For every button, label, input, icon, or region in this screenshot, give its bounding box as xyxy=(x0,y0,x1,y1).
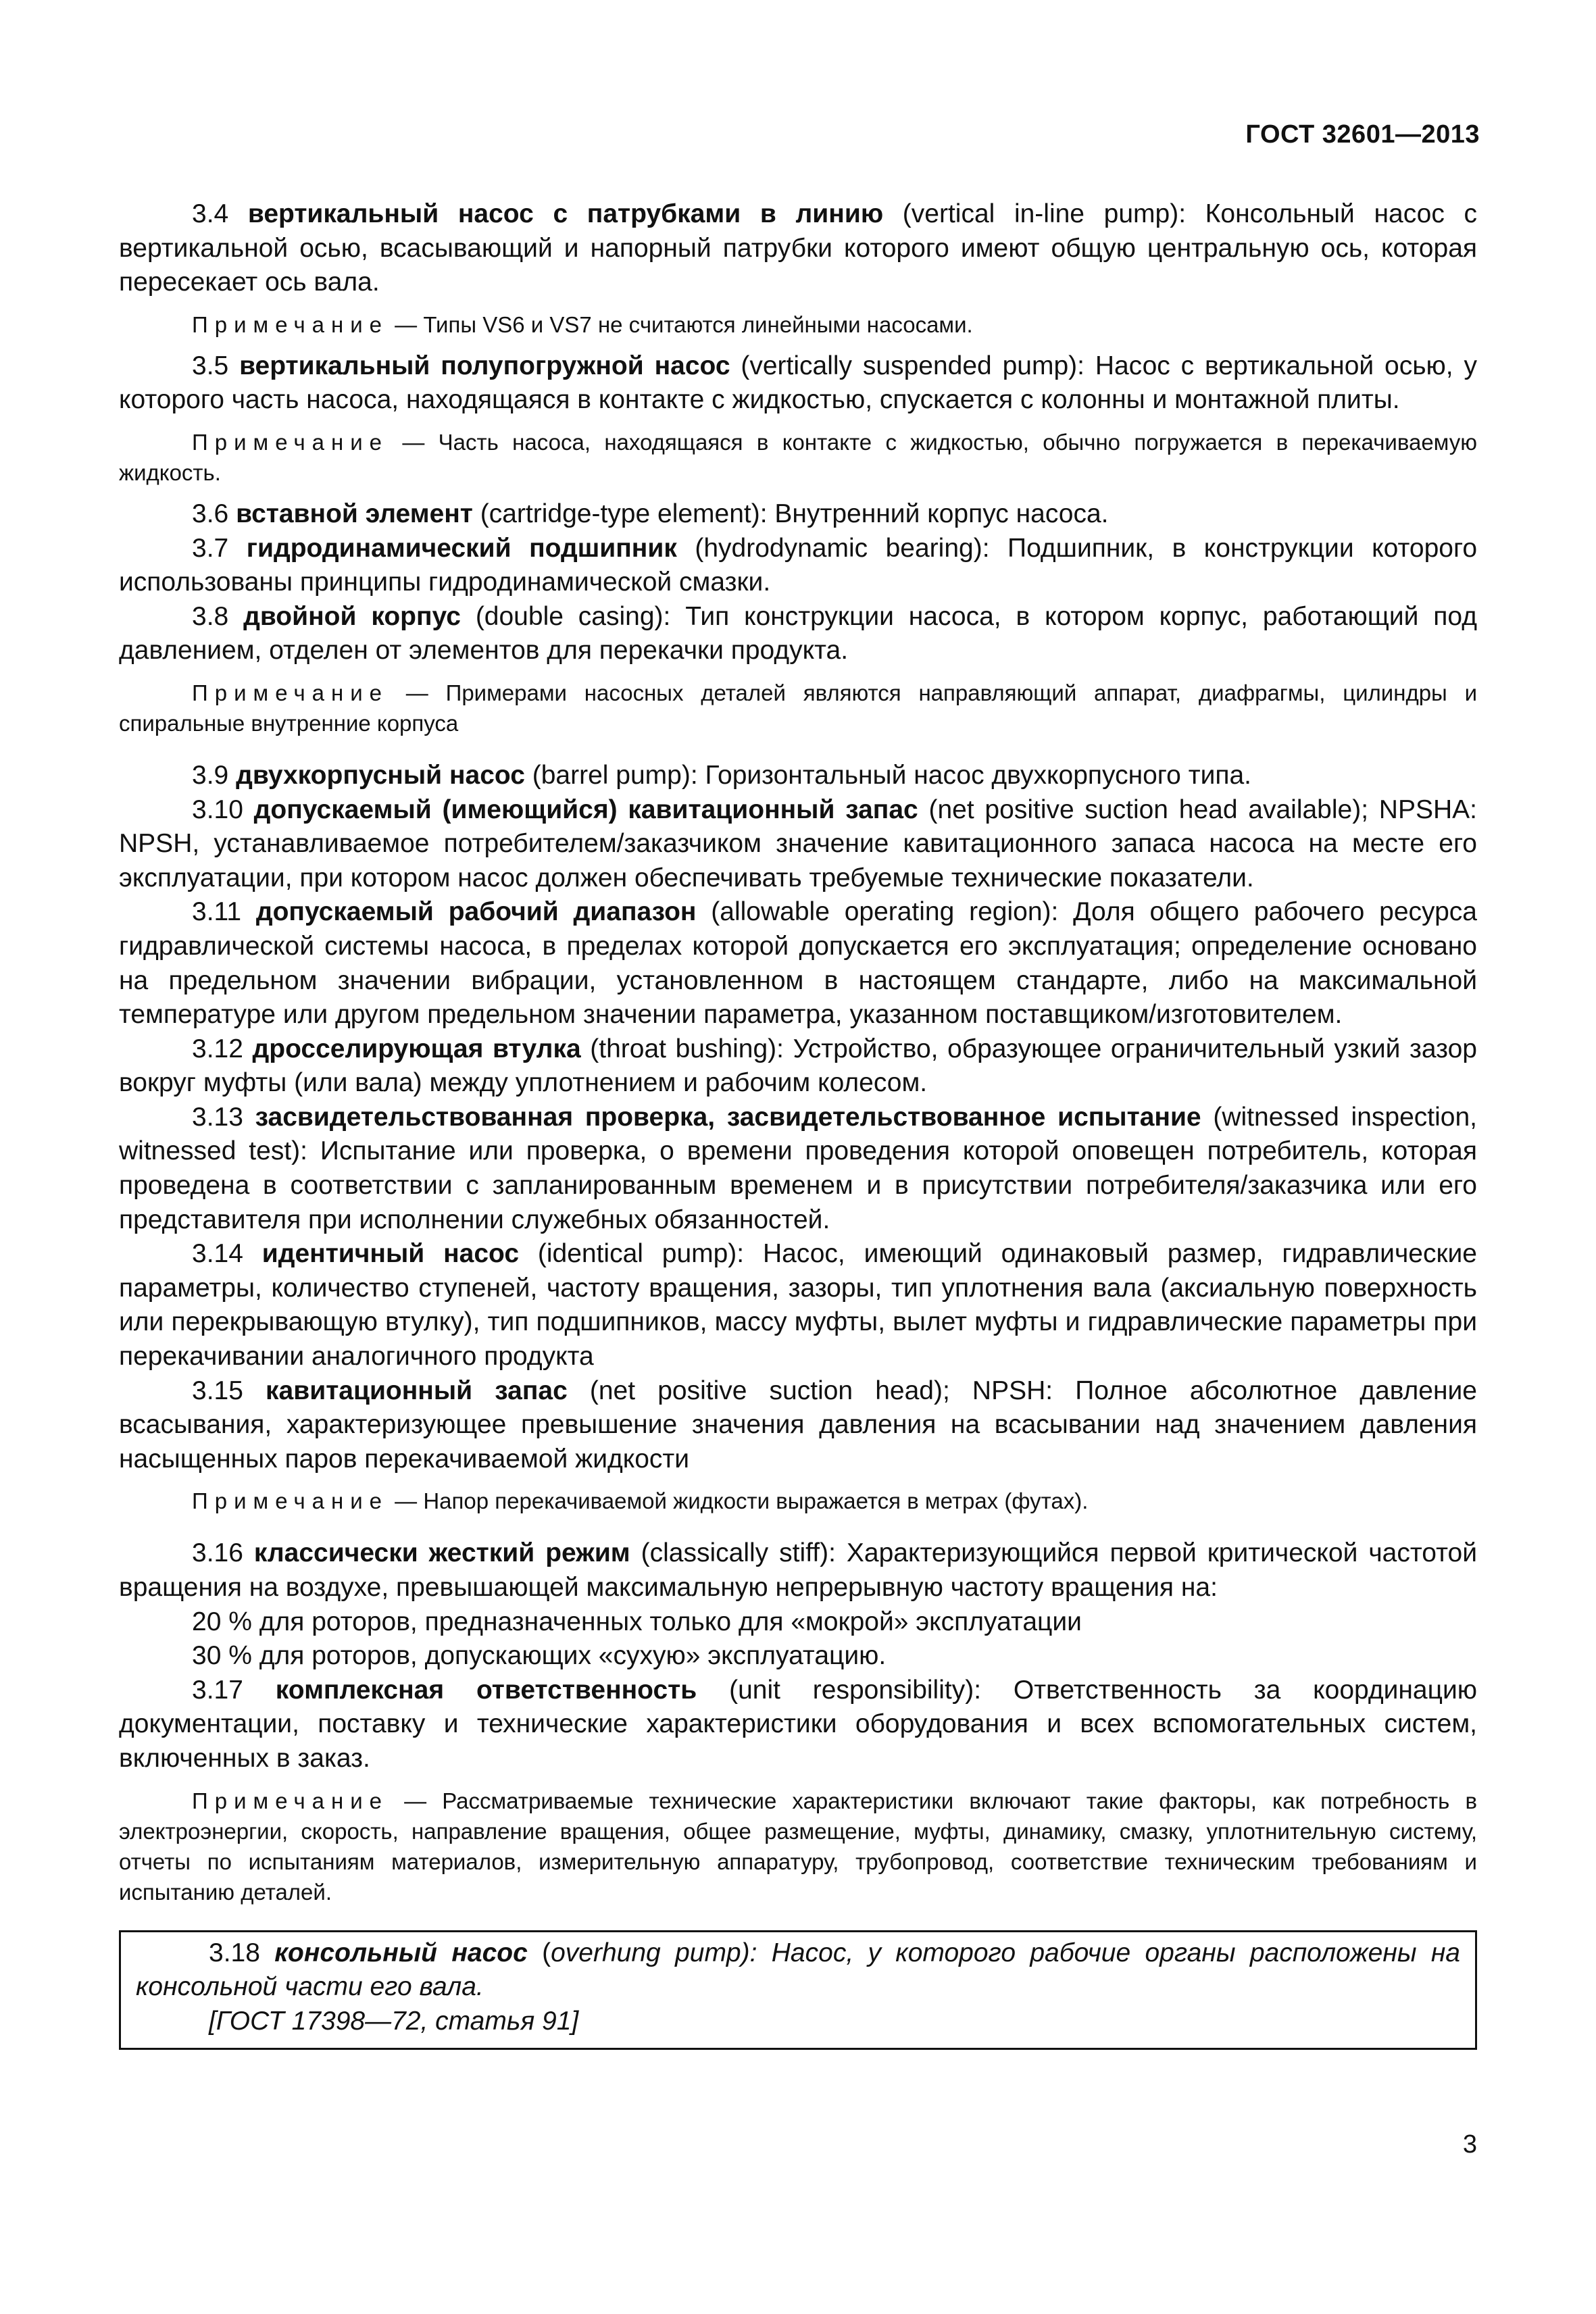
term-name: классически жесткий режим xyxy=(253,1538,630,1568)
term-name: засвидетельствованная проверка, засвидетельствованное испытание xyxy=(255,1102,1201,1132)
term-3-7: 3.7 гидродинамический подшипник (hydrodynamic bearing): Подшипник, в конструкции которого использованы принципы гидродинамической смазки. xyxy=(119,533,1478,597)
term-3-14: 3.14 идентичный насос (identical pump): Насос, имеющий одинаковый размер, гидравлические параметры, количество ступеней, частоту вращения, зазоры, тип уплотнения вала (аксиальную поверхность или перекрывающую втулку), тип подшипников, массу муфты, вылет муфты и гидравлические параметры при перекачивании аналогичного продукта xyxy=(119,1239,1477,1372)
term-3-11: 3.11 допускаемый рабочий диапазон (allowable operating region): Доля общего рабочего ресурса гидравлической системы насоса, в пределах которой допускается его эксплуатация; определение основано на предельном значении вибрации, установленном в настоящем стандарте, либо на максимальной температуре или другом предельном значении параметра, указанном поставщиком/изготовителем. xyxy=(119,897,1477,1030)
term-name: кавитационный запас xyxy=(266,1376,568,1405)
list-item: 20 % для роторов, предназначенных только для «мокрой» эксплуатации xyxy=(192,1607,1082,1636)
term-name: вертикальный полупогружной насос xyxy=(239,351,730,380)
term-3-15: 3.15 кавитационный запас (net positive suction head); NPSH: Полное абсолютное давление всасывания, характеризующее превышение значения давления на всасывании над значением давления насыщенных паров перекачиваемой жидкости xyxy=(119,1376,1477,1474)
term-3-12: 3.12 дросселирующая втулка (throat bushing): Устройство, образующее ограничительный узкий зазор вокруг муфты (или вала) между уплотнением и рабочим колесом. xyxy=(119,1034,1477,1098)
term-3-10: 3.10 допускаемый (имеющийся) кавитационный запас (net positive suction head available); NPSHA: NPSH, устанавливаемое потребителем/заказчиком значение кавитационного запаса насоса на месте его эксплуатации, при котором насос должен обеспечивать требуемые технические показатели. xyxy=(119,795,1477,892)
term-3-8: 3.8 двойной корпус (double casing): Тип конструкции насоса, в котором корпус, работающий под давлением, отделен от элементов для перекачки продукта. xyxy=(119,601,1477,665)
term-3-5: 3.5 вертикальный полупогружной насос (vertically suspended pump): Насос с вертикальной осью, у которого часть насоса, находящаяся в контакте с жидкостью, спускается с колонны и монтажной плиты. xyxy=(119,351,1477,415)
list-item: 30 % для роторов, допускающих «сухую» эксплуатацию. xyxy=(192,1641,887,1671)
term-name: допускаемый (имеющийся) кавитационный запас xyxy=(253,795,918,824)
term-name: двухкорпусный насос xyxy=(236,760,525,790)
boxed-term-3-18 xyxy=(119,1930,1477,2051)
page-number: 3 xyxy=(1462,2130,1477,2159)
term-3-4: 3.4 вертикальный насос с патрубками в линию (vertical in-line pump): Консольный насос с вертикальной осью, всасывающий и напорный патрубки которого имеют общую центральную ось, которая пересекает ось вала. xyxy=(119,199,1477,297)
term-3-13: 3.13 засвидетельствованная проверка, засвидетельствованное испытание (witnessed inspection, witnessed test): Испытание или проверка, о времени проведения которой оповещен потребитель, которая проведена в соответствии с запланированным временем и в присутствии потребителя/заказчика или его представителя при исполнении служебных обязанностей. xyxy=(119,1102,1477,1234)
reference: [ГОСТ 17398—72, статья 91] xyxy=(209,2006,579,2036)
term-name: вставной элемент xyxy=(236,499,473,528)
term-name: вертикальный насос с патрубками в линию xyxy=(247,199,884,228)
term-name: дросселирующая втулка xyxy=(252,1034,581,1063)
note: Примечание — Примерами насосных деталей являются направляющий аппарат, диафрагмы, цилиндры и спиральные внутренние корпуса xyxy=(119,680,1477,736)
note: Примечание — Типы VS6 и VS7 не считаются линейными насосами. xyxy=(192,311,973,337)
note: Примечание — Рассматриваемые технические характеристики включают такие факторы, как потребность в электроэнергии, скорость, направление вращения, общее размещение, муфты, динамику, смазку, уплотнительную систему, отчеты по испытаниям материалов, измерительную аппаратуру, трубопровод, соответствие техническим требованиям и испытанию деталей. xyxy=(119,1788,1477,1905)
document-body xyxy=(119,197,1477,2050)
note: Примечание — Напор перекачиваемой жидкости выражается в метрах (футах). xyxy=(192,1488,1089,1514)
term-name: допускаемый рабочий диапазон xyxy=(255,897,697,927)
term-name: двойной корпус xyxy=(243,601,461,631)
term-3-16: 3.16 классически жесткий режим (classically stiff): Характеризующийся первой критической частотой вращения на воздухе, превышающей максимальную непрерывную частоту вращения на: xyxy=(119,1538,1477,1602)
term-3-6: 3.6 вставной элемент (cartridge-type element): Внутренний корпус насоса. xyxy=(192,499,1109,528)
term-3-18: 3.18 консольный насос (overhung pump): Насос, у которого рабочие органы расположены на консольной части его вала. xyxy=(136,1938,1460,2002)
term-name: гидродинамический подшипник xyxy=(246,533,677,563)
standard-designation: ГОСТ 32601—2013 xyxy=(1245,120,1480,149)
term-name: комплексная ответственность xyxy=(275,1675,697,1705)
term-3-9: 3.9 двухкорпусный насос (barrel pump): Горизонтальный насос двухкорпусного типа. xyxy=(192,760,1251,790)
term-name: идентичный насос xyxy=(261,1239,520,1269)
note: Примечание — Часть насоса, находящаяся в контакте с жидкостью, обычно погружается в перекачиваемую жидкость. xyxy=(119,429,1477,485)
term-3-17: 3.17 комплексная ответственность (unit responsibility): Ответственность за координацию документации, поставку и технические характеристики оборудования и всех вспомогательных систем, включенных в заказ. xyxy=(119,1675,1477,1773)
term-name: консольный насос xyxy=(274,1938,528,1967)
